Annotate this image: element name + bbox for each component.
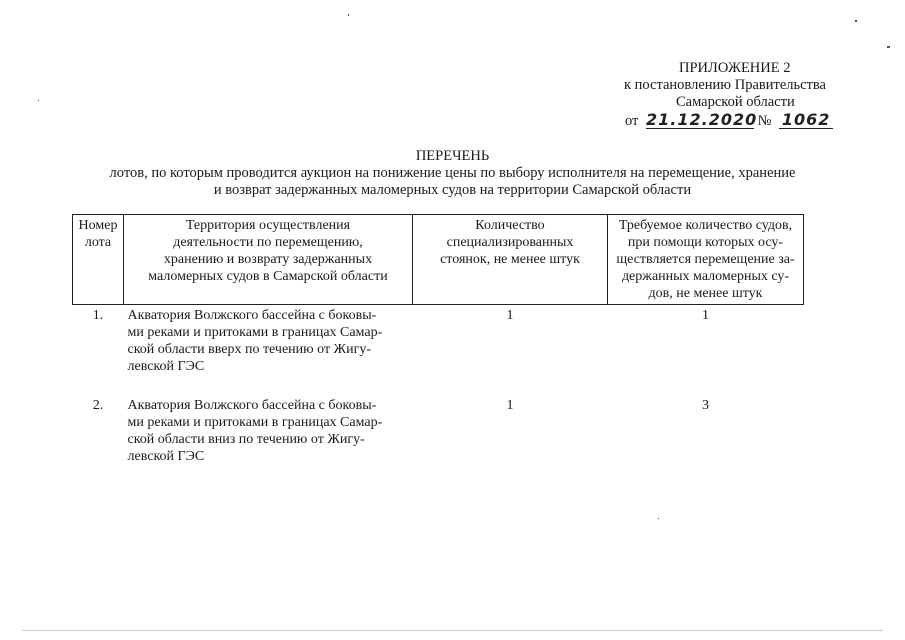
subtitle-line-1: лотов, по которым проводится аукцион на понижение цены по выбору исполнителя на перемещение, хранение [109,165,796,181]
lot-parking-count: 1 [506,398,514,413]
scan-speck [658,518,659,519]
document-subtitle [80,165,825,199]
handwritten-date: 21.12.2020 [646,110,758,129]
annex-reference: к постановлению Правительства [624,77,826,93]
lot-vessel-count: 1 [702,308,709,323]
scan-speck [38,100,39,101]
table-row [73,305,804,398]
number-prefix: № [757,113,772,129]
date-prefix: от [625,113,639,129]
header-parking-count: Количество специализированных стоянок, не менее штук [413,215,608,305]
annex-region: Самарской области [676,94,795,110]
lot-territory: Акватория Волжского бассейна с боковы- ми реками и притоками в границах Самар- ской области вверх по течению от Жигу- левской ГЭС [127,308,383,374]
handwritten-number: 1062 [779,111,833,129]
lots-table [72,214,804,487]
annex-date-line [625,111,860,130]
scan-speck [887,46,890,48]
header-vessel-count: Требуемое количество судов, при помощи которых осу- ществляется перемещение за- держанных маломерных су- дов, не менее штук [608,215,804,305]
lot-parking-count: 1 [506,308,514,323]
lot-vessel-count: 3 [702,398,709,413]
subtitle-line-2: и возврат задержанных маломерных судов на территории Самарской области [213,182,692,198]
annex-block [600,60,860,130]
scan-speck [855,20,857,22]
table-row [73,397,804,487]
scan-edge-line [22,630,883,631]
header-lot-number: Номер лота [73,215,124,305]
annex-title: ПРИЛОЖЕНИЕ 2 [679,60,791,76]
table-header-row [73,215,804,305]
lot-territory: Акватория Волжского бассейна с боковы- ми реками и притоками в границах Самар- ской области вниз по течению от Жигу- левской ГЭС [127,398,383,464]
document-title: ПЕРЕЧЕНЬ [415,148,490,164]
lot-number: 1. [92,308,104,323]
header-territory: Территория осуществления деятельности по перемещению, хранению и возврату задержанных маломерных судов в Самарской области [124,215,413,305]
lot-number: 2. [92,398,104,413]
scan-speck [348,14,349,16]
